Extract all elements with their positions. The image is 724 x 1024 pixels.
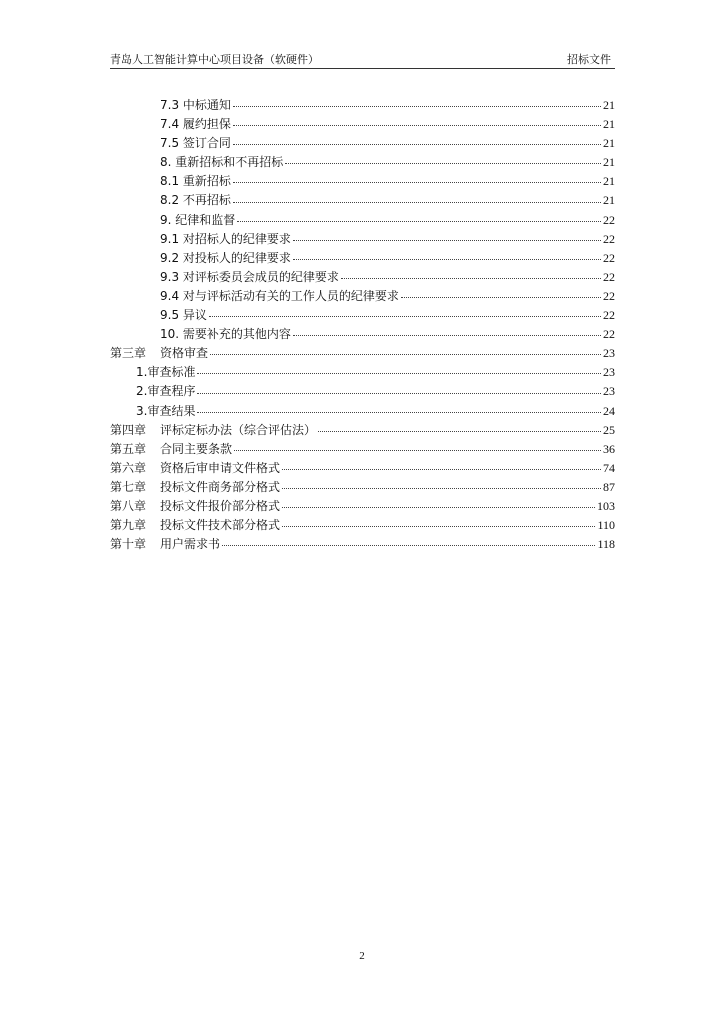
toc-entry[interactable] (110, 535, 615, 554)
toc-entry-page: 21 (603, 98, 615, 112)
toc-chapter-number: 第八章 (110, 498, 147, 513)
toc-leader-dots (293, 258, 601, 260)
toc-entry-title (160, 325, 291, 344)
toc-entry-label: 9. 纪律和监督 (160, 212, 236, 227)
toc-entry-label: 9.4 对与评标活动有关的工作人员的纪律要求 (160, 288, 399, 303)
toc-entry-label: 10. 需要补充的其他内容 (160, 327, 291, 342)
toc-chapter-number: 第六章 (110, 460, 147, 475)
toc-entry-title (110, 440, 232, 459)
toc-entry[interactable] (110, 249, 615, 268)
toc-entry-label: 7.3 中标通知 (160, 98, 231, 112)
toc-entry-page: 21 (603, 193, 615, 208)
toc-chapter-number: 第七章 (110, 479, 147, 494)
toc-entry-title (136, 363, 195, 382)
toc-leader-dots (233, 201, 601, 203)
toc-entry-page: 22 (603, 308, 615, 323)
toc-entry-page: 21 (603, 174, 615, 189)
toc-entry[interactable] (110, 478, 615, 497)
toc-entry[interactable] (110, 497, 615, 516)
toc-entry[interactable] (110, 344, 615, 363)
toc-leader-dots (285, 162, 601, 164)
toc-entry[interactable] (110, 306, 615, 325)
toc-leader-dots (401, 296, 601, 298)
toc-entry-title (110, 459, 280, 478)
toc-entry-title (110, 344, 208, 363)
toc-entry-label: 8.1 重新招标 (160, 174, 231, 189)
toc-entry-title (110, 516, 280, 535)
toc-leader-dots (209, 315, 601, 317)
toc-entry[interactable] (110, 440, 615, 459)
toc-entry-page: 74 (603, 460, 615, 475)
toc-entry-page: 23 (603, 346, 615, 361)
document-title: 青岛人工智能计算中心项目设备（软硬件） (110, 53, 319, 66)
toc-entry[interactable] (110, 325, 615, 344)
toc-entry-label: 8.2 不再招标 (160, 193, 231, 208)
toc-entry-title (110, 421, 316, 440)
toc-entry[interactable] (110, 230, 615, 249)
toc-entry-page: 21 (603, 117, 615, 132)
toc-entry-page: 110 (597, 518, 615, 533)
toc-leader-dots (293, 239, 601, 241)
toc-entry-page: 22 (603, 231, 615, 246)
toc-entry[interactable] (110, 382, 615, 401)
toc-entry-title (136, 382, 195, 401)
toc-entry-page: 22 (603, 269, 615, 284)
toc-entry-label: 资格审查 (160, 346, 209, 361)
toc-entry-label: 2.审查程序 (136, 384, 196, 399)
toc-entry-title (160, 306, 207, 325)
toc-leader-dots (233, 181, 601, 183)
toc-entry[interactable] (110, 115, 615, 134)
toc-chapter-number: 第三章 (110, 346, 147, 361)
toc-entry-title (110, 535, 220, 554)
toc-chapter-number: 第十章 (110, 537, 147, 552)
toc-entry-page: 21 (603, 155, 615, 170)
toc-entry-page: 118 (597, 537, 615, 552)
toc-entry[interactable] (110, 421, 615, 440)
toc-entry-label: 7.4 履约担保 (160, 117, 231, 132)
toc-leader-dots (197, 411, 601, 413)
toc-entry-label: 9.3 对评标委员会成员的纪律要求 (160, 269, 339, 284)
toc-entry-title (160, 153, 283, 172)
toc-entry-title (160, 211, 235, 230)
toc-entry-page: 22 (603, 250, 615, 265)
toc-entry-page: 24 (603, 403, 615, 418)
toc-leader-dots (282, 468, 601, 470)
toc-entry-label: 评标定标办法（综合评估法） (160, 422, 317, 437)
toc-entry-page: 22 (603, 212, 615, 227)
toc-entry-title (160, 230, 291, 249)
toc-entry-page: 36 (603, 441, 615, 456)
toc-entry-title (136, 402, 195, 421)
toc-entry-page: 23 (603, 365, 615, 380)
toc-leader-dots (282, 525, 595, 527)
toc-entry-title (160, 134, 231, 153)
toc-entry-title (160, 96, 231, 115)
toc-entry-label: 投标文件技术部分格式 (160, 518, 281, 533)
toc-entry[interactable] (110, 172, 615, 191)
page-number: 2 (359, 950, 365, 962)
toc-entry-label: 投标文件商务部分格式 (160, 479, 281, 494)
toc-entry-page: 22 (603, 327, 615, 342)
toc-entry-title (160, 191, 231, 210)
toc-entry[interactable] (110, 287, 615, 306)
toc-entry-page: 25 (603, 422, 615, 437)
toc-leader-dots (293, 334, 601, 336)
toc-entry-label: 8. 重新招标和不再招标 (160, 155, 284, 170)
toc-entry-title (160, 172, 231, 191)
toc-entry[interactable] (110, 134, 615, 153)
toc-entry[interactable] (110, 363, 615, 382)
toc-entry-label: 资格后审申请文件格式 (160, 460, 281, 475)
toc-entry[interactable] (110, 96, 615, 115)
toc-entry[interactable] (110, 402, 615, 421)
toc-entry-label: 合同主要条款 (160, 441, 233, 456)
toc-leader-dots (222, 544, 595, 546)
toc-chapter-number: 第九章 (110, 518, 147, 533)
toc-entry-label: 投标文件报价部分格式 (160, 498, 281, 513)
toc-entry[interactable] (110, 516, 615, 535)
toc-leader-dots (233, 124, 601, 126)
toc-entry-page: 23 (603, 384, 615, 399)
toc-entry-title (160, 287, 399, 306)
toc-leader-dots (282, 487, 601, 489)
toc-entry[interactable] (110, 211, 615, 230)
toc-entry-title (160, 268, 339, 287)
toc-entry-label: 9.2 对投标人的纪律要求 (160, 250, 291, 265)
toc-entry-label: 9.5 异议 (160, 308, 207, 323)
toc-entry-title (110, 478, 280, 497)
toc-leader-dots (237, 220, 601, 222)
toc-entry-page: 87 (603, 479, 615, 494)
toc-entry-title (160, 115, 231, 134)
document-type: 招标文件 (567, 53, 611, 66)
toc-leader-dots (233, 105, 601, 107)
toc-entry-title (160, 249, 291, 268)
toc-entry[interactable] (110, 191, 615, 210)
toc-entry-label: 1.审查标准 (136, 365, 196, 380)
toc-leader-dots (197, 372, 601, 374)
toc-entry-page: 22 (603, 288, 615, 303)
toc-chapter-number: 第四章 (110, 422, 147, 437)
toc-leader-dots (318, 430, 601, 432)
toc-leader-dots (234, 449, 601, 451)
toc-leader-dots (341, 277, 601, 279)
page-header (110, 48, 615, 69)
toc-entry-page: 103 (597, 498, 615, 513)
toc-entry-label: 用户需求书 (160, 537, 221, 552)
table-of-contents (110, 96, 615, 554)
toc-entry[interactable] (110, 268, 615, 287)
toc-chapter-number: 第五章 (110, 441, 147, 456)
toc-leader-dots (210, 353, 601, 355)
toc-leader-dots (233, 143, 601, 145)
toc-entry-page: 21 (603, 136, 615, 151)
toc-entry[interactable] (110, 459, 615, 478)
toc-entry-label: 9.1 对招标人的纪律要求 (160, 231, 291, 246)
toc-entry-label: 3.审查结果 (136, 403, 196, 418)
toc-entry-label: 7.5 签订合同 (160, 136, 231, 151)
toc-leader-dots (197, 392, 601, 394)
toc-entry[interactable] (110, 153, 615, 172)
toc-leader-dots (282, 506, 595, 508)
toc-entry-title (110, 497, 280, 516)
